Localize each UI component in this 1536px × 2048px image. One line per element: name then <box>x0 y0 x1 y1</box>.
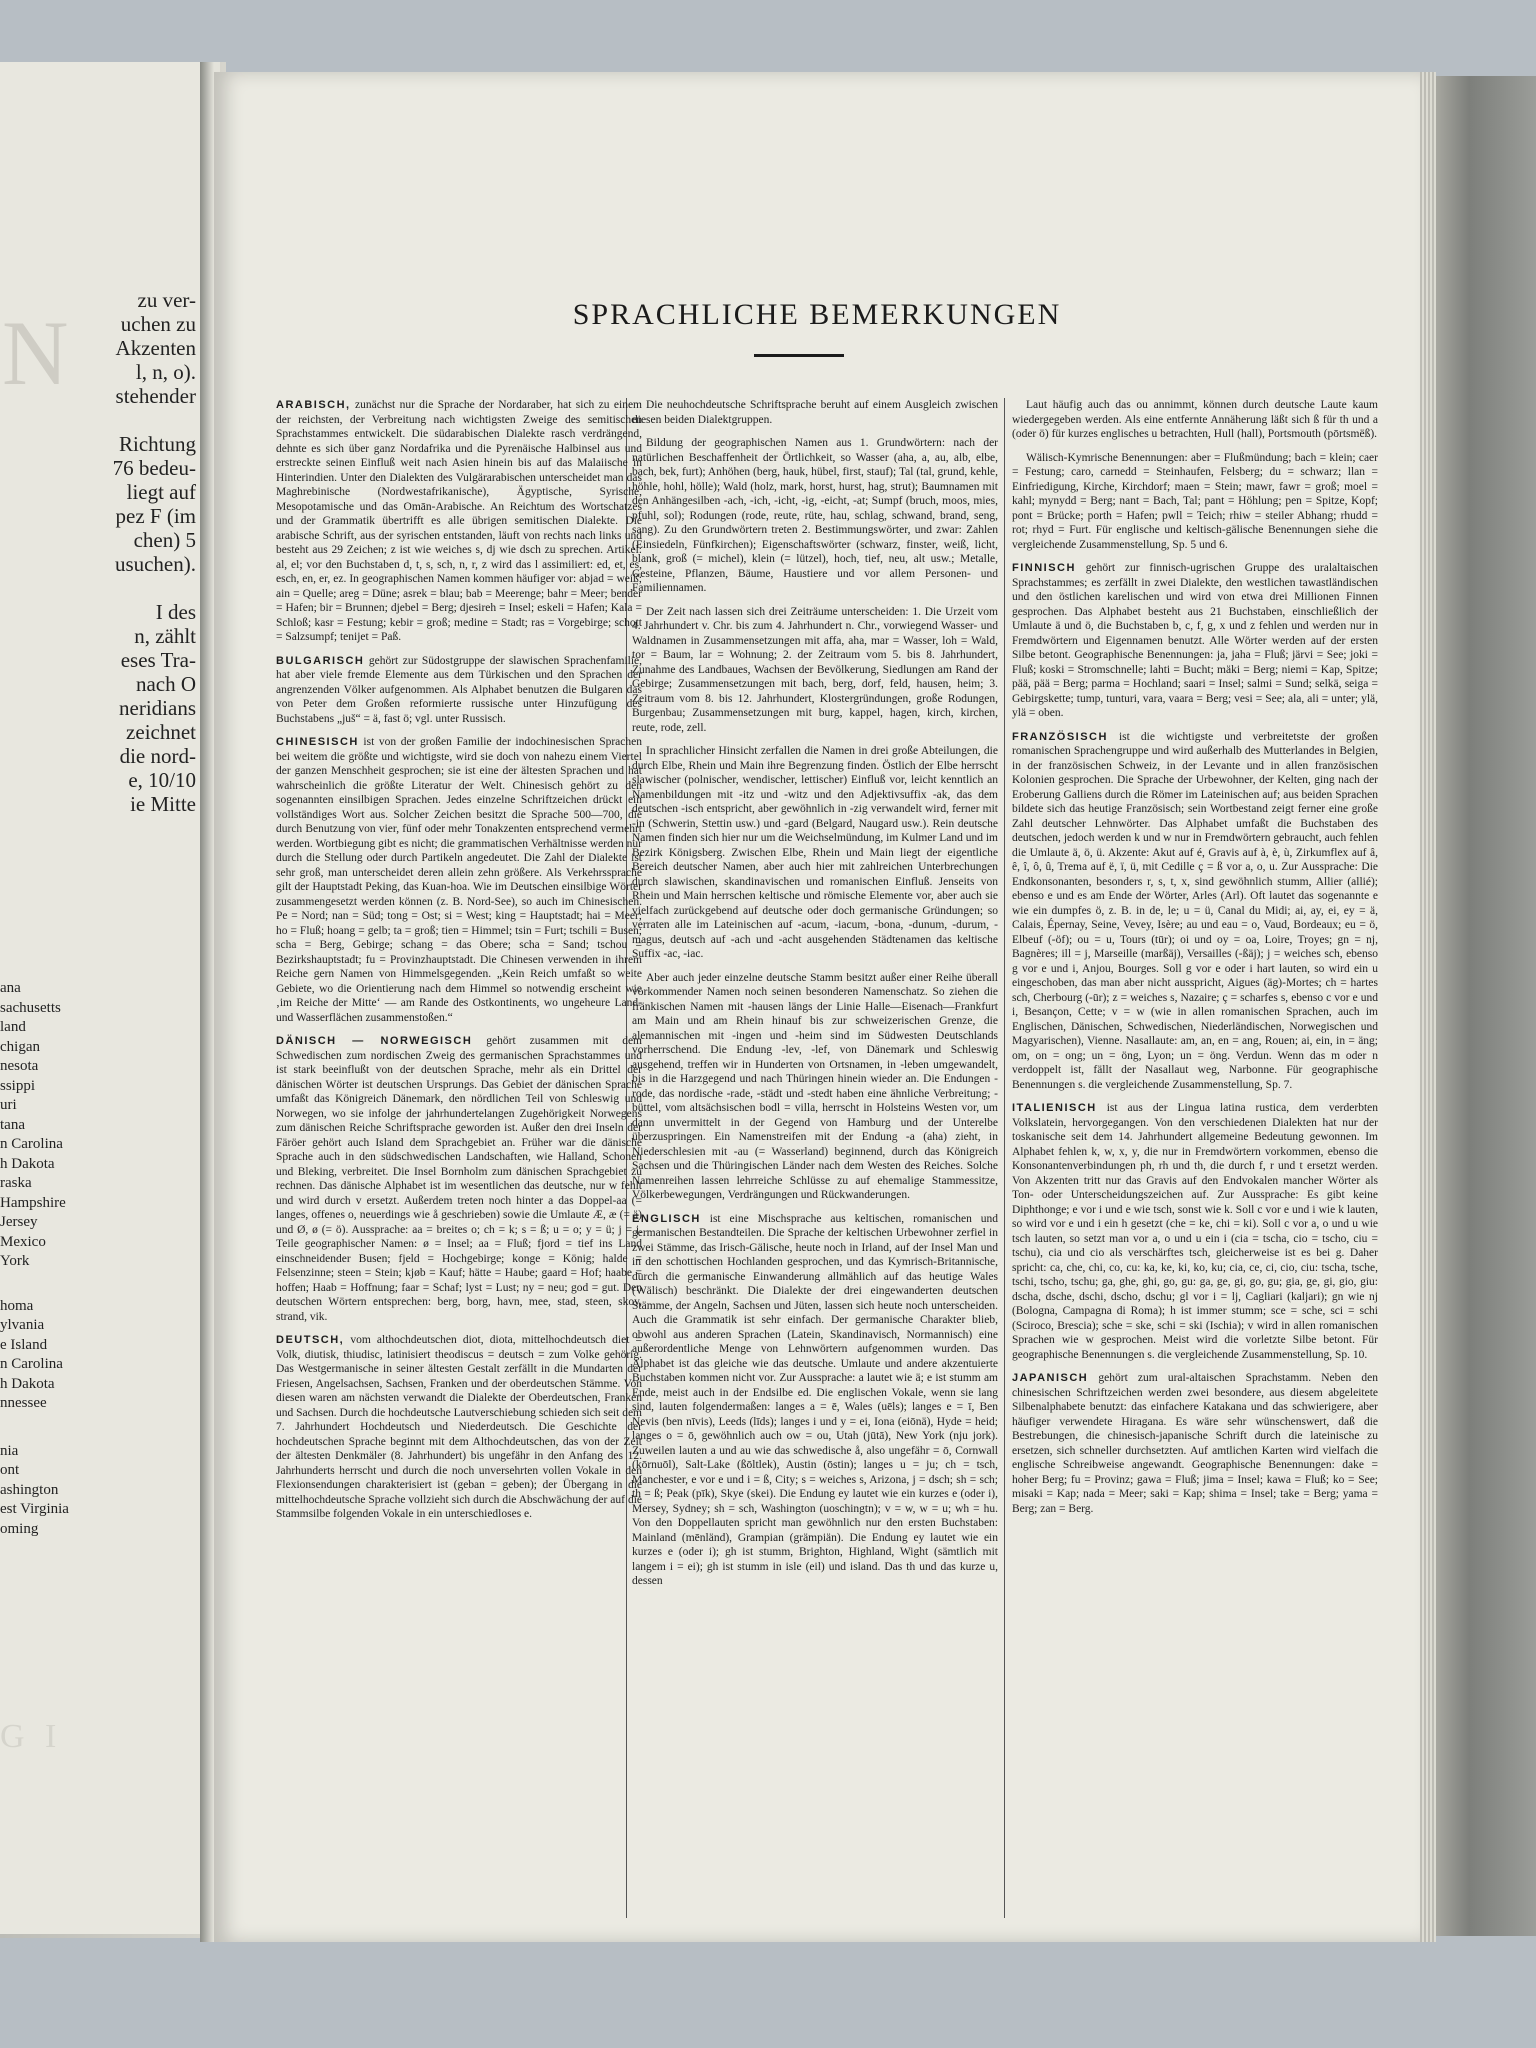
dictionary-entry <box>632 1212 998 1589</box>
left-page <box>0 62 204 1934</box>
entry-heading: ENGLISCH <box>632 1212 701 1225</box>
dictionary-entry <box>632 744 998 962</box>
left-page-state-name: uri <box>0 1097 17 1113</box>
entry-text: Aber auch jeder einzelne deutsche Stamm besitzt außer einer Reihe überall vorkommender Namen noch seinen besonderen Namenschatz. So ziehen die fränkischen Namen mit -hausen längs der Linie Halle—Eisenach—Frankfurt am Main und am Rhein hinauf bis zur schweizerischen Grenze, die alemannischen mit -ingen und -heim sind im Südwesten Deutschlands vorherrschend. Die Endung -lev, -lef, von Dänemark und Schleswig ausgehend, treffen wir in Hunderten von Ortsnamen, in -leben umgewandelt, bis in die Harzgegend und nach Thüringen hinein wieder an. Die Endungen -rode, das nordische -rade, -städt und -stedt haben eine ähnliche Verbreitung; -büttel, vom altsächsischen bodl = villa, herrscht in Holsteins Westen vor, um dann unvermittelt in der Gegend von Hamburg und der Unterelbe überzuspringen. Ein Namenstreifen mit der Endung -a (aha) zieht, in Niederschlesien mit -au (= Wasserland) beginnend, durch das Königreich Sachsen und die Thüringischen Länder nach dem Westen des Reiches. Solche Namenreihen lassen lehrreiche Schlüsse zu auf ehemalige Stammessitze, Völkerbewegungen, Verdrängungen und Rückwanderungen. <box>632 971 998 1201</box>
left-page-state-name: Jersey <box>0 1214 38 1230</box>
left-page-state-name: chigan <box>0 1038 40 1055</box>
entry-heading: ITALIENISCH <box>1012 1102 1097 1114</box>
column-1 <box>276 398 642 1938</box>
left-page-state-name: nesota <box>0 1058 39 1074</box>
entry-heading: DÄNISCH — NORWEGISCH <box>276 1035 473 1047</box>
dictionary-entry <box>632 436 998 596</box>
left-page-state-name: land <box>0 1019 26 1035</box>
entry-text: Der Zeit nach lassen sich drei Zeiträume unterscheiden: 1. Die Urzeit vom 4. Jahrhundert v. Chr. bis zum 4. Jahrhundert n. Chr., vorwiegend Wasser- und Waldnamen in Zusammensetzungen mit affa, aha, mar = Wasser, loh = Wald, tor = Baum, lar = Wohnung; 2. der Zeitraum vom 5. bis 8. Jahrhundert, Zunahme des Landbaues, Wachsen der Bevölkerung, Siedlungen am Rand der Gebirge; Zusammensetzungen mit bach, berg, dorf, feld, hausen, heim; 3. Zeitraum vom 8. bis 12. Jahrhundert, Klostergründungen, große Rodungen, Burgenbau; Zusammensetzungen mit burg, kappel, hagen, kirch, kirchen, reute, rode, zell. <box>632 605 998 734</box>
left-page-text-fragment: chen) 5 <box>133 528 196 552</box>
left-page-state-name: York <box>0 1253 30 1269</box>
left-page-state-name: nia <box>0 1442 19 1459</box>
left-page-state-name: tana <box>0 1116 25 1133</box>
entry-text: Die neuhochdeutsche Schriftsprache beruht auf einem Ausgleich zwischen diesen beiden Dialektgruppen. <box>632 399 998 426</box>
dictionary-entry <box>1012 451 1378 553</box>
left-page-state-name: homa <box>0 1297 34 1314</box>
left-page-text-fragment: n, zählt <box>134 624 196 648</box>
left-page-state-name: oming <box>0 1520 39 1537</box>
left-page-state-name: Hampshire <box>0 1194 66 1211</box>
left-page-text-fragment: pez F (im <box>115 504 196 528</box>
dictionary-entry <box>632 971 998 1203</box>
dictionary-entry <box>276 1333 642 1522</box>
left-page-state-name: ashington <box>0 1481 59 1498</box>
entry-heading: ARABISCH, <box>276 399 351 411</box>
left-page-text-fragment: uchen zu <box>120 312 196 336</box>
entry-text: gehört zur finnisch-ugrischen Gruppe des uralaltaischen Sprachstammes; es zerfällt in zwei Dialekte, den westlichen tawastländischen und den östlichen karelischen und wird von etwa drei Millionen Finnen gesprochen. Das Alphabet besteht aus 21 Buchstaben, einschließlich der Umlaute ä und ö, die Buchstaben b, c, f, g, x und z fehlen und werden nur in Fremdwörtern und Eigennamen benutzt. Alle Wörter werden auf der ersten Silbe betont. Geographische Benennungen: ja, jaha = Fluß; järvi = See; joki = Fluß; koski = Stromschnelle; lahti = Bucht; mäki = Berg; niemi = Kap, Spitze; pää, pää = Berg; parma = Hochland; saari = Insel; salmi = Sund; selkä, seiga = Gebirgskette; tump, tunturi, vara, vaara = Berg; vesi = See; ala, ali = unter; ylä, ylä = oben. <box>1012 562 1378 719</box>
dictionary-entry <box>276 398 642 645</box>
entry-text: zunächst nur die Sprache der Nordaraber, hat sich zu einem der reichsten, der Verbreitung nach wichtigsten Zweige des semitischen Sprachstammes entwickelt. Die südarabischen Dialekte rasch verdrängend, dehnte es sich über ganz Nordafrika und die Pyrenäische Halbinsel aus und erstreckte seinen Einfluß weit nach Asien hinein bis auf das Malaiische in Hinterindien. Unter den Dialekten des Vulgärarabischen unterscheidet man das Maghrebinische (Nordwestafrikanische), Ägyptische, Syrische, Mesopotamische und das Omān-Arabische. An Reichtum des Wortschatzes und der Grammatik übertrifft es alle übrigen semitischen Dialekte. Die arabische Schrift, aus der syrischen entstanden, läuft von rechts nach links und besteht aus 29 Zeichen; z ist wie weiches s, dj wie dsch zu sprechen. Artikel: al, el; vor den Buchstaben d, t, s, sch, n, r, z wird das l assimiliert: ed, et, es, esch, en, er, ez. In geographischen Namen kommen häufiger vor: abjad = weiß; ain = Quelle; areg = Düne; asrek = blau; bab = Meerenge; bahr = Meer; bender = Hafen; bir = Brunnen; djebel = Berg; djesireh = Insel; eskeli = Hafen; Kala = Schloß; kasr = Festung; kebir = groß; medine = Stadt; ras = Vorgebirge; schott = Salzsumpf; tenijet = Paß. <box>276 399 642 643</box>
entry-text: gehört zum ural-altaischen Sprachstamm. Neben den chinesischen Schriftzeichen werden zwei besondere, aus diesem abgeleitete Silbenalphabete benutzt: das einfachere Katakana und das schwierigere, aber häufiger verwendete Hiragana. Es wäre sehr wünschenswert, daß die Bestrebungen, die chinesisch-japanische Schrift durch die lateinische zu ersetzen, sich schneller durchsetzten. Auf amtlichen Karten wird vielfach die englische Schreibweise angewandt. Geographische Benennungen: dake = hoher Berg; fu = Provinz; gawa = Fluß; jima = Insel; kawa = Fluß; ko = See; misaki = Kap; nada = Meer; saki = Kap; shima = Insel; take = Berg; yama = Berg; zan = Berg. <box>1012 1372 1378 1515</box>
dictionary-entry <box>276 1034 642 1324</box>
entry-heading: DEUTSCH, <box>276 1334 345 1346</box>
left-page-text-fragment: neridians <box>119 696 196 720</box>
dictionary-entry <box>1012 561 1378 721</box>
entry-text: gehört zusammen mit dem Schwedischen zum nordischen Zweig des germanischen Sprachstammes und ist stark beeinflußt von der deutschen Sprache, mehr als ein Drittel der dänischen Wörter ist deutschen Ursprungs. Das Gebiet der dänischen Sprache umfaßt das Königreich Dänemark, den nördlichen Teil von Schleswig und Norwegen, wo sie infolge der jahrhundertelangen Zugehörigkeit Norwegens zum dänischen Reiche Schriftsprache geworden ist. Außer den drei Inseln der Färöer gehört auch Island dem Sprachgebiet an. Früher war die dänische Sprache auch in den südschwedischen Landschaften, wie Halland, Schonen und Bleking, verbreitet. Die Insel Bornholm zum dänischen Sprachgebiet zu rechnen. Das dänische Alphabet ist im wesentlichen das deutsche, nur w fehlt und wird durch v ersetzt. Außerdem treten noch hinter a das Doppel-aa (= langes, offenes o, neuerdings wie å geschrieben) sowie die Umlaute Æ, æ (= ä) und Ø, ø (= ö). Aussprache: aa = breites o; ch = k; s = ß; u = o; y = ü; j = j. Teile geographischer Namen: ø = Insel; aa = Fluß; fjord = tief ins Land einschneidender Busen; fjeld = Hochgebirge; konge = König; halde = Felsenzinne; steen = Stein; kjøb = Kauf; hätte = Haube; gaard = Hof; haabe = hoffen; Haab = Hoffnung; faar = Schaf; lyst = Lust; ny = neu; god = gut. Den deutschen Wörtern entsprechen: berg, borg, havn, mee, stad, steen, skov, strand, vik. <box>276 1035 642 1323</box>
dictionary-entry <box>276 735 642 1025</box>
dictionary-entry <box>632 398 998 427</box>
left-page-state-name: ylvania <box>0 1317 45 1333</box>
left-page-state-name: est Virginia <box>0 1501 69 1517</box>
entry-text: Wälisch-Kymrische Benennungen: aber = Flußmündung; bach = klein; caer = Festung; caro, carnedd = Steinhaufen, Felsberg; du = schwarz; llan = Einfriedigung, Kirche, Kirchdorf; maen = Stein; mawr, fawr = groß; moel = kahl; mynydd = Berg; nant = Bach, Tal; pant = Höhlung; pen = Spitze, Kopf; pont = Brücke; porth = Hafen; pwll = Teich; rhiw = steiler Abhang; rhudd = rot; rhyd = Furt. Für englische und keltisch-gälische Benennungen siehe die vergleichende Zusammenstellung, Sp. 5 und 6. <box>1012 451 1378 551</box>
left-page-state-name: h Dakota <box>0 1375 55 1392</box>
left-page-text-fragment: Akzenten <box>115 336 196 360</box>
right-page <box>214 72 1420 1942</box>
dictionary-entry <box>1012 1371 1378 1516</box>
entry-text: gehört zur Südostgruppe der slawischen Sprachenfamilie, hat aber viele fremde Elemente aus dem Türkischen und den Sprachen der angrenzenden Völker aufgenommen. Als Alphabet benutzen die Bulgaren das von Peter dem Großen reformierte russische unter Hinzufügung des Buchstabens „juš“ = ä, fast ö; vgl. unter Russisch. <box>276 654 642 725</box>
column-divider <box>1004 398 1005 1918</box>
left-page-text-fragment: eses Tra- <box>120 648 196 672</box>
left-page-text-fragment: usuchen). <box>114 552 196 576</box>
left-page-state-name: n Carolina <box>0 1136 63 1152</box>
entry-heading: BULGARISCH <box>276 654 365 667</box>
column-2 <box>632 398 998 1938</box>
entry-heading: CHINESISCH <box>276 736 359 748</box>
left-page-state-name: raska <box>0 1175 32 1191</box>
entry-heading: FINNISCH <box>1012 562 1076 574</box>
dictionary-entry <box>632 605 998 736</box>
entry-heading: FRANZÖSISCH <box>1012 730 1108 743</box>
left-page-text-fragment: ie Mitte <box>130 792 196 816</box>
entry-text: In sprachlicher Hinsicht zerfallen die Namen in drei große Abteilungen, die durch Elbe, Rhein und Main ihre Begrenzung finden. Östlich der Elbe herrscht slawischer (polnischer, wendischer, lettischer) Einfluß vor, leicht kenntlich an Namenbildungen mit -itz und -witz und den Adjektivsuffix -ak, das dem deutschen -isch entspricht, aber gewöhnlich in -zig verwandelt wird, ferner mit -in (Schwerin, Stettin usw.) und -gard (Belgard, Naugard usw.). Rein deutsche Namen finden sich hier nur um die Weichselmündung, im Kulmer Land und im Bezirk Königsberg. Zwischen Elbe, Rhein und Main liegt der eigentliche Bereich deutscher Namen, aber auch hier mit zahlreichen Unterbrechungen durch slawischen, skandinavischen und romanischen Einfluß. Jenseits von Rhein und Main herrschen keltische und römische Elemente vor, aber auch sie vielfach zurückgebend auf deutsche oder doch germanische Gründungen; so verraten alle im Lateinischen auf -acum, -iacum, -bona, -dunum, -durum, -magus, deutsch auf -ach und -acht ausgehenden Städtenamen das keltische Suffix -ac, -iac. <box>632 745 998 960</box>
left-page-text-fragment: 76 bedeu- <box>112 456 196 480</box>
left-page-text-fragment: zu ver- <box>137 288 196 312</box>
left-page-state-name: Mexico <box>0 1233 46 1250</box>
entry-text: Bildung der geographischen Namen aus 1. Grundwörtern: nach der natürlichen Beschaffenheit der Örtlichkeit, so Wasser (aha, a, au, alb, elbe, bach, bek, furt); Anhöhen (berg, hauk, hübel, first, stauf); Tal (tal, grund, kehle, höhle, hohl, hölle); Wald (holz, mark, horst, hurst, hag, strut); Baumnamen mit den Anhängesilben -ach, -ich, -icht, -ig, -eicht, -at; Sumpf (bruch, moos, mies, pfuhl, sol); Rodungen (rode, reute, rüte, hau, schlag, schwand, brand, seng, sang). Zu den Grundwörtern treten 2. Bestimmungswörter, und zwar: Zahlen (Einsiedeln, Fünfkirchen); Eigenschaftswörter (schwarz, finster, weiß, licht, blank, groß (= michel), klein (= lützel), hoch, tief, neu, alt usw.; Metalle, Gesteine, Pflanzen, Bäume, Haustiere und vor allem Personen- und Familiennamen. <box>632 437 998 594</box>
left-page-text-fragment: Richtung <box>119 432 196 456</box>
left-page-initial-letter: N <box>2 302 69 404</box>
entry-text: ist aus der Lingua latina rustica, dem verderbten Volkslatein, hervorgegangen. Von den verschiedenen Dialekten hat nur der toskanische seit dem 14. Jahrhundert allgemeine Bedeutung gewonnen. Im Alphabet fehlen k, w, x, y, die nur in Fremdwörtern vorkommen, ebenso die Konsonantenverbindungen ph, rh und th, die durch f, r und t ersetzt werden. Von Akzenten tritt nur das Gravis auf den Endvokalen mancher Wörter als Ton- oder Unterscheidungszeichen auf. Zur Aussprache: Es gibt keine Diphthonge; e vor i und e wie tsch, sonst wie k. Soll c vor e und i wie k lauten, so wird vor e und i ein h gesetzt (che = ke, chi = ki). Soll c vor a, o und u wie tsch lauten, so setzt man vor a, o und u ein i (cia = tscha, cio = tscho, ciu = tschu), cia und cio als verschärftes tsch, gleicherweise ist es bei g. Daher spricht: ca, che, chi, co, cu: ka, ke, ki, ko, ku; cia, ce, ci, cio, ciu: tscha, tsche, tschi, tscho, tschu; ga, ghe, ghi, go, gu: ga, ge, gi, go, gu; gia, ge, gi, gio, giu: dscha, dsche, dschi, dscho, dschu; gl vor i = lj, Cagliari (kaljari); gn wie nj (Bologna, Campagna di Roma); h ist immer stumm; sce = sche, sci = schi (Sciroco, Brescia); sche = ske, schi = ski (Ischia); v wird in allen romanischen Sprachen wie w gesprochen. Meist wird die vorletzte Silbe betont. Für geographische Benennungen s. die vergleichende Zusammenstellung, Sp. 10. <box>1012 1102 1378 1361</box>
dictionary-entry <box>1012 398 1378 442</box>
left-page-state-name: n Carolina <box>0 1356 63 1372</box>
dictionary-entry <box>1012 1101 1378 1362</box>
column-3 <box>1012 398 1378 1938</box>
page-title: SPRACHLICHE BEMERKUNGEN <box>572 298 1062 331</box>
left-page-text-fragment: zeichnet <box>126 720 196 744</box>
entry-text: vom althochdeutschen diot, diota, mittelhochdeutsch diet = Volk, diutisk, thiudisc, latinisiert theodiscus = deutsch = zum Volke gehörig. Das Westgermanische in seiner ältesten Gestalt zerfällt in die Mundarten der Friesen, Angelsachsen, Sachsen, Franken und der oberdeutschen Stämme. Von diesen waren am nächsten verwandt die Dialekte der Oberdeutschen, Franken und Sachsen. Durch die hochdeutsche Lautverschiebung schieden sich seit dem 7. Jahrhundert Hochdeutsch und Niederdeutsch. Die Geschichte der hochdeutschen Sprache beginnt mit dem Althochdeutschen, das von der Zeit der ältesten Denkmäler (8. Jahrhundert) bis ungefähr in den Anfang des 12. Jahrhunderts herrscht und durch die noch unversehrten vollen Vokale in den Flexionsendungen charakterisiert ist (geban = geben); der Übergang in die mittelhochdeutsche Sprache vollzieht sich durch die Abschwächung der auf die Stammsilbe folgenden Vokale in ein unterschiedloses e. <box>276 1334 642 1520</box>
left-page-state-name: h Dakota <box>0 1155 55 1172</box>
left-page-text-fragment: e, 10/10 <box>128 768 196 792</box>
page-edges <box>1418 72 1436 1942</box>
entry-text: ist eine Mischsprache aus keltischen, romanischen und germanischen Bestandteilen. Die Sprache der keltischen Urbewohner zerfiel in zwei Stämme, das Irisch-Gälische, heute noch in Irland, auf der Insel Man und in den schottischen Hochlanden gesprochen, und das Kymrisch-Britannische, durch die germanische Einwanderung allmählich auf das heutige Wales (Wälisch) beschränkt. Die Dialekte der drei eingewanderten deutschen Stämme, der Angeln, Sachsen und Jüten, lassen sich heute noch unterscheiden. Auch die Grammatik ist sehr einfach. Der germanische Charakter blieb, obwohl aus anderen Sprachen (Latein, Skandinavisch, Normannisch) eine außerordentliche Menge von Lehnwörtern aufgenommen wurden. Das Alphabet ist das gleiche wie das deutsche. Umlaute und andere akzentuierte Buchstaben kommen nicht vor. Zur Aussprache: a lautet wie ä; e ist stumm am Ende, meist auch in der Endsilbe ed. Die englischen Vokale, wenn sie lang sind, lauten folgendermaßen: langes a = ē, Wales (uēls); langes e = ī, Ben Nevis (ben nīvis), Leeds (līds); langes i und y = ei, Iona (eiōnä), Hyde = heid; langes o = ō, gewöhnlich auch ow = ou, Utah (jūtā), New York (nju jork). Zuweilen lauten a und au wie das schwedische å, also ungefähr = ō, Cornwall (kōrnuōl), Salt-Lake (ßōltlek), Austin (ōstin); langes u = ju; ch = tsch, Manchester, e vor e und i = ß, City; s = weiches s, Arizona, j = dsch; sh = sch; th = ß; Peak (pīk), Skye (skei). Die Endung ey lautet wie ein kurzes e (oder i), Mersey, Sydney; sh = sch, Washington (uoschingtn); v = w, w = u; wh = hu. Von den Doppellauten spricht man gewöhnlich nur den ersten Buchstaben: Mainland (mēnländ), Grampian (grämpiän). Die Endung ey lautet wie ein kurzes e (oder i); gh ist stumm, Brighton, Highland, Wight (sämtlich mit langem i = ei); gh ist stumm in isle (eil) und island. Das th und das kurze u, dessen <box>632 1212 998 1587</box>
entry-heading: JAPANISCH <box>1012 1372 1089 1384</box>
left-page-text-fragment: die nord- <box>119 744 196 768</box>
left-page-state-name: e Island <box>0 1336 48 1353</box>
left-page-state-name: nnessee <box>0 1395 47 1411</box>
left-page-state-name: ana <box>0 980 21 996</box>
left-page-text-fragment: l, n, o). <box>135 360 196 384</box>
left-page-text-fragment: stehender <box>115 384 196 408</box>
left-page-state-name: ssippi <box>0 1077 36 1094</box>
book-spine <box>1425 76 1536 1936</box>
dictionary-entry <box>276 654 642 727</box>
left-page-text-fragment: nach O <box>135 672 196 696</box>
left-page-state-name: sachusetts <box>0 999 61 1016</box>
left-page-faded-text: G I <box>0 1718 63 1755</box>
entry-text: ist von der großen Familie der indochinesischen Sprachen bei weitem die größte und wichtigste, wird sie doch von nahezu einem Viertel der ganzen Menschheit gesprochen; sie ist eine der ältesten Sprachen und hat wahrscheinlich die größte Literatur der Welt. Chinesisch gehört zu den sogenannten einsilbigen Sprachen. Jedes einzelne Schriftzeichen drückt ein vollständiges Wort aus. Solcher Zeichen besitzt die Sprache 500—700, die durch Benutzung von vier, fünf oder mehr Tonakzenten entsprechend vermehrt werden. Wortbiegung gibt es nicht; die grammatischen Verhältnisse werden nur durch die Stellung oder durch Partikeln angedeutet. Die Zahl der Dialekte ist sehr groß, man unterscheidet deren allein zehn größere. Als Verkehrssprache gilt der Hauptstadt Peking, das Kuan-hoa. Wie im Deutschen einsilbige Wörter zusammengesetzt werden können (z. B. Nord-See), so auch im Chinesischen. Pe = Nord; nan = Süd; tong = Ost; si = West; king = Hauptstadt; hai = Meer; ho = Fluß; hoang = gelb; ta = groß; tien = Himmel; tsin = Furt; tschili = Busen; scha = Berg, Gebirge; schang = das Obere; scha = Sand; tschou = Bezirkshauptstadt; fu = Provinzhauptstadt. Die Chinesen verwenden in ihrem Reiche gern Namen von Himmelsgegenden. „Kein Reich umfaßt so weite Gebiete, wo die Orientierung nach dem Himmel so notwendig erscheint wie ‚im Reiche der Mitte‘ — am Rande des Ostkontinents, wo ungeheure Land- und Wasserflächen zusammenstoßen.“ <box>276 736 642 1024</box>
left-page-state-name: ont <box>0 1462 20 1478</box>
entry-text: Laut häufig auch das ou annimmt, können durch deutsche Laute kaum wiedergegeben werden. Als eine entfernte Annäherung läßt sich ß für th und a (oder ö) für kurzes englisches u betrachten, Hull (hall), Portsmouth (pōrtsmëß). <box>1012 399 1378 440</box>
entry-text: ist die wichtigste und verbreitetste der großen romanischen Sprachengruppe und wird außerhalb des Mutterlandes in Belgien, in der französischen Schweiz, in der Levante und in allen französischen Kolonien gesprochen. Die Sprache der Urbewohner, der Kelten, ging nach der Eroberung Galliens durch die Römer im Lateinischen auf; aus beiden Sprachen bildete sich das heutige Französisch; sein Wortbestand zeigt ferner eine große Zahl deutscher Lehnwörter. Das Alphabet umfaßt die Buchstaben des deutschen, jedoch werden k und w nur in Fremdwörtern gebraucht, auch fehlen die Umlaute ä, ö, ü. Akzente: Akut auf é, Gravis auf à, è, ù, Zirkumflex auf â, ê, î, ô, û, Trema auf ë, ï, ü, mit Cedille ç = ß vor a, o, u. Zur Aussprache: Die Endkonsonanten, besonders r, s, t, x, sind gewöhnlich stumm, Allier (allié); ebenso e und es am Ende der Wörter, Arles (Arl). Oft lautet das sogenannte e wie ein dumpfes ö, z. B. in de, le; u = ü, Canal du Midi; ai, ay, ei, ey = ä, Calais, Épernay, Seine, Vevey, Isère; au und eau = o, Vaud, Bordeaux; eu = ö, Elbeuf (-öf); ou = u, Tours (tūr); oi und oy = oa, Loire, Troyes; gn = nj, Bagnères; ill = j, Marseille (marßäj), Versailles (-ßäj); j = weiches sch, ebenso g vor e und i, Anjou, Bourges. Soll g vor e oder i hart lauten, so wird ein u eingeschoben, das man aber nicht ausspricht, Aigues (äg)-Mortes; ch = hartes sch, Cherbourg (-ūr); z = weiches s, Nazaire; ç = scharfes s, ebenso c vor e und i, Besançon, Cette; v = w (wie in allen romanischen Sprachen, auch im Englischen, Dänischen, Schwedischen, Niederländischen, Norwegischen und Magyarischen), Vienne. Nasallaute: am, an, en = ang, Rouen; ai, ein, in = äng; om, on = ong; un = öng, Lyon; un = öng. Verdun. Wenn das m oder n verdoppelt ist, fällt der Nasallaut weg, Narbonne. Für geographische Benennungen s. die vergleichende Zusammenstellung, Sp. 7. <box>1012 730 1378 1091</box>
left-page-text-fragment: I des <box>155 600 196 624</box>
left-page-text-fragment: liegt auf <box>126 480 196 504</box>
dictionary-entry <box>1012 730 1378 1093</box>
title-rule <box>754 354 844 357</box>
